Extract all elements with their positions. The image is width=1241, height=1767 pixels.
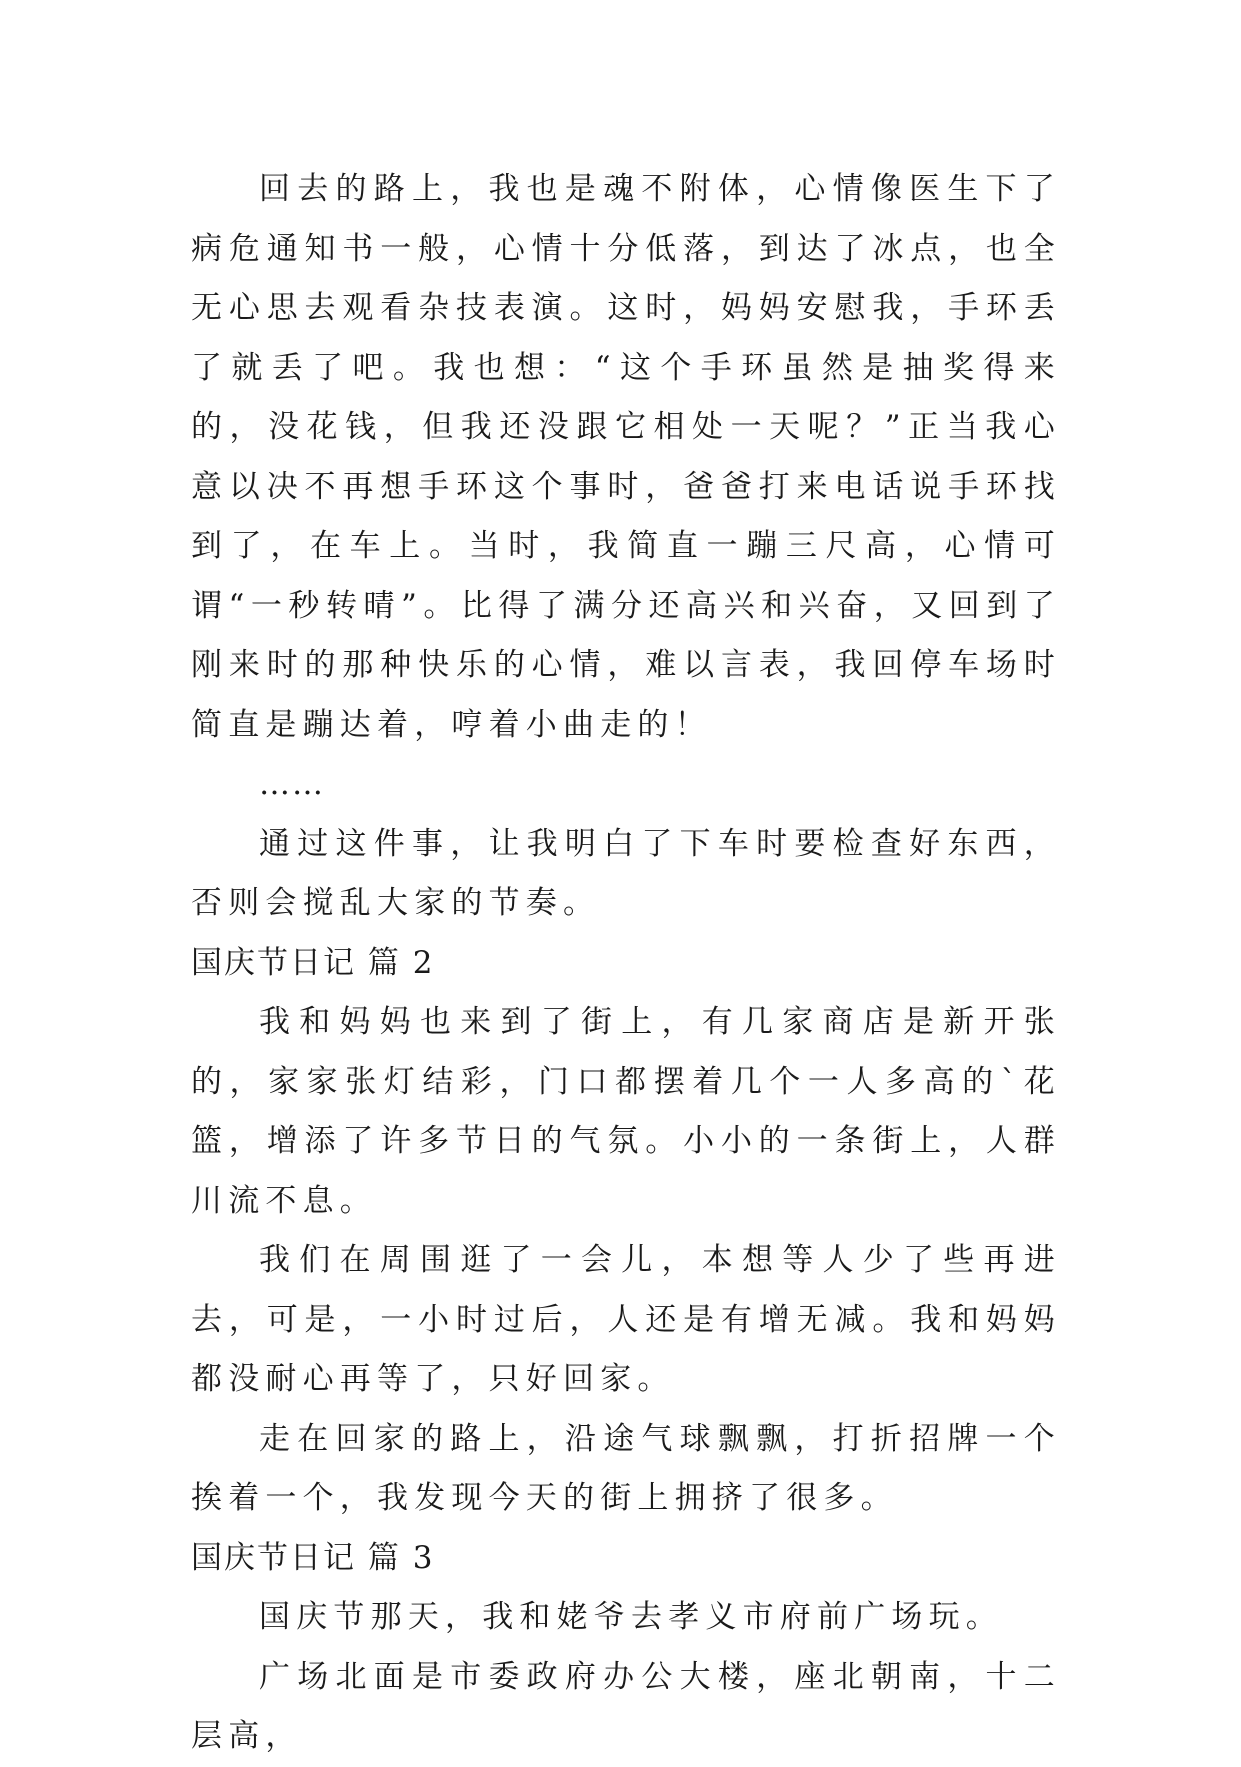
ellipsis: ……: [259, 766, 325, 802]
paragraph: 国庆节那天，我和姥爷去孝义市府前广场玩。: [259, 1599, 1003, 1635]
paragraph: 通过这件事，让我明白了下车时要检查好东西，否则会搅乱大家的节奏。: [191, 825, 1061, 921]
paragraph: 我们在周围逛了一会儿，本想等人少了些再进去，可是，一小时过后，人还是有增无减。我和妈妈都没耐心再等了，只好回家。: [191, 1242, 1061, 1397]
paragraph: 回去的路上，我也是魂不附体，心情像医生下了病危通知书一般，心情十分低落，到达了冰点，也全无心思去观看杂技表演。这时，妈妈安慰我，手环丢了就丢了吧。我也想：“这个手环虽然是抽奖得来的，没花钱，但我还没跟它相处一天呢？”正当我心意以决不再想手环这个事时，爸爸打来电话说手环找到了，在车上。当时，我简直一蹦三尺高，心情可谓“一秒转晴”。比得了满分还高兴和兴奋，又回到了刚来时的那种快乐的心情，难以言表，我回停车场时简直是蹦达着，哼着小曲走的！: [191, 171, 1061, 743]
section-heading: 国庆节日记 篇 3: [191, 1539, 435, 1576]
paragraph: 走在回家的路上，沿途气球飘飘，打折招牌一个挨着一个，我发现今天的街上拥挤了很多。: [191, 1420, 1061, 1516]
paragraph: 我和妈妈也来到了街上，有几家商店是新开张的，家家张灯结彩，门口都摆着几个一人多高的`花篮，增添了许多节日的气氛。小小的一条街上，人群川流不息。: [191, 1004, 1061, 1219]
section-heading: 国庆节日记 篇 2: [191, 944, 435, 981]
document-page: [191, 160, 1061, 1767]
paragraph: 广场北面是市委政府办公大楼，座北朝南，十二层高，: [191, 1658, 1061, 1754]
